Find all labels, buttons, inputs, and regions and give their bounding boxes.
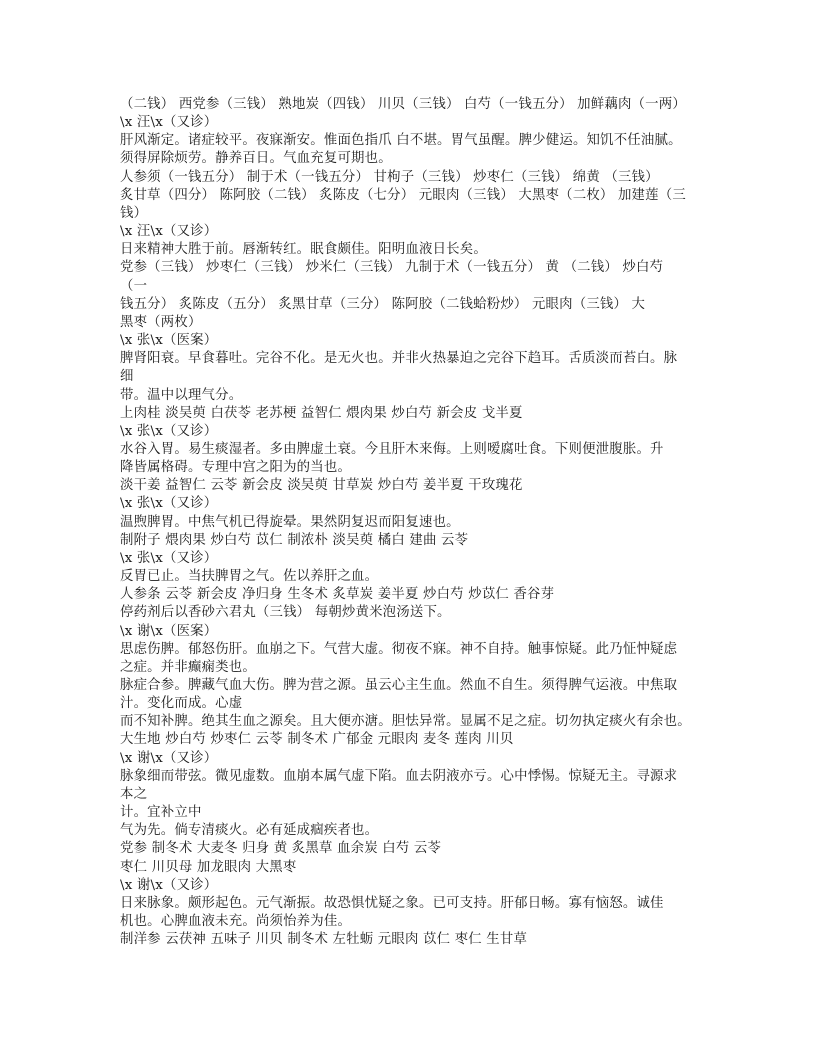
text-line: 反胃已止。当扶脾胃之气。佐以养肝之血。	[120, 569, 379, 585]
text-line: 党参 制冬术 大麦冬 归身 黄 炙黑草 血余炭 白芍 云苓	[120, 841, 442, 857]
text-line: 脉症合参。脾藏气血大伤。脾为营之源。虽云心主生血。然血不自生。须得脾气运液。中焦取	[120, 678, 678, 693]
text-line: 细	[120, 369, 134, 385]
text-line: 日来脉象。颇形起色。元气渐振。故恐惧忧疑之象。已可支持。肝郁日畅。寡有恼怒。诚佳	[120, 895, 664, 911]
text-line: 而不知补脾。绝其生血之源矣。且大便亦溏。胆怯异常。显属不足之症。切勿执定痰火有余也。	[120, 714, 691, 730]
text-line: 须得屏除烦劳。静养百日。气血充复可期也。	[120, 151, 392, 167]
text-line: \x 汪\x（又诊）	[120, 224, 218, 240]
text-line: \x 谢\x（又诊）	[120, 750, 218, 766]
text-line: 本之	[120, 786, 148, 802]
text-line: 人参须（一钱五分） 制于术（一钱五分） 甘枸子（三钱） 炒枣仁（三钱） 绵黄 （三钱）	[120, 169, 659, 185]
text-line: 制附子 煨肉果 炒白芍 苡仁 制浓朴 淡吴萸 橘白 建曲 云苓	[120, 532, 469, 548]
text-line: \x 张\x（又诊）	[120, 423, 218, 439]
text-line: 大生地 炒白芍 炒枣仁 云苓 制冬术 广郁金 元眼肉 麦冬 莲肉 川贝	[120, 732, 514, 748]
text-line: 汁。变化而成。心虚	[120, 696, 243, 712]
text-line: 炙甘草（四分） 陈阿胶（二钱） 炙陈皮（七分） 元眼肉（三钱） 大黑枣（二枚） 加建莲（三	[120, 187, 686, 203]
document-page	[120, 96, 720, 949]
text-line: 思虑伤脾。郁怒伤肝。血崩之下。气营大虚。彻夜不寐。神不自持。触事惊疑。此乃怔忡疑虑	[120, 641, 678, 657]
text-line: \x 谢\x（医案）	[120, 623, 218, 639]
text-line: \x 汪\x（又诊）	[120, 115, 218, 131]
text-line: 水谷入胃。易生痰湿者。多由脾虚土衰。今且肝木来侮。上则嗳腐吐食。下则便泄腹胀。升	[120, 441, 664, 457]
text-line: （二钱） 西党参（三钱） 熟地炭（四钱） 川贝（三钱） 白芍（一钱五分） 加鲜藕肉（一两）	[120, 97, 686, 112]
text-line: 枣仁 川贝母 加龙眼肉 大黑枣	[120, 859, 297, 875]
text-line: 党参（三钱） 炒枣仁（三钱） 炒米仁（三钱） 九制于术（一钱五分） 黄 （二钱） 炒白芍	[120, 260, 664, 276]
text-line: 上肉桂 淡吴萸 白茯苓 老苏梗 益智仁 煨肉果 炒白芍 新会皮 戈半夏	[120, 405, 523, 421]
text-line: 脾肾阳衰。早食暮吐。完谷不化。是无火也。并非火热暴迫之完谷下趋耳。舌质淡而苔白。脉	[120, 351, 678, 367]
text-line: （一	[120, 278, 148, 294]
text-line: 黑枣（两枚）	[120, 314, 202, 330]
text-line: 制洋参 云茯神 五味子 川贝 制冬术 左牡蛎 元眼肉 苡仁 枣仁 生甘草	[120, 932, 528, 948]
text-line: \x 张\x（又诊）	[120, 550, 218, 566]
text-line: 人参条 云苓 新会皮 净归身 生冬术 炙草炭 姜半夏 炒白芍 炒苡仁 香谷芽	[120, 587, 555, 603]
text-line: 带。温中以理气分。	[120, 387, 243, 403]
text-line: \x 谢\x（又诊）	[120, 877, 218, 893]
text-line: 温煦脾胃。中焦气机已得旋晕。果然阴复迟而阳复速也。	[120, 514, 460, 530]
text-line: 气为先。倘专清痰火。必有延成痼疾者也。	[120, 823, 379, 839]
text-line: 钱五分） 炙陈皮（五分） 炙黑甘草（三分） 陈阿胶（二钱蛤粉炒） 元眼肉（三钱） 大	[120, 296, 646, 312]
text-line: 降皆属格碍。专理中宫之阳为的当也。	[120, 460, 352, 476]
text-line: 停药剂后以香砂六君丸（三钱） 每朝炒黄米泡汤送下。	[120, 605, 451, 621]
text-line: 之症。并非癫痫类也。	[120, 659, 256, 675]
text-line: 脉象细而带弦。微见虚数。血崩本属气虚下陷。血去阴液亦亏。心中悸惕。惊疑无主。寻源求	[120, 768, 678, 784]
text-line: 淡干姜 益智仁 云苓 新会皮 淡吴萸 甘草炭 炒白芍 姜半夏 干玫瑰花	[120, 478, 523, 494]
text-line: \x 张\x（又诊）	[120, 496, 218, 512]
text-line: 机也。心脾血液未充。尚须怡养为佳。	[120, 914, 352, 930]
text-line: 计。宜补立中	[120, 805, 202, 821]
text-line: 肝风渐定。诸症较平。夜寐渐安。惟面色指爪 白不堪。胃气虽醒。脾少健运。知饥不任油腻。	[120, 133, 682, 149]
text-line: 日来精神大胜于前。唇渐转红。眠食颇佳。阳明血液日长矣。	[120, 242, 487, 258]
text-line: 钱）	[120, 205, 148, 221]
text-line: \x 张\x（医案）	[120, 333, 218, 349]
